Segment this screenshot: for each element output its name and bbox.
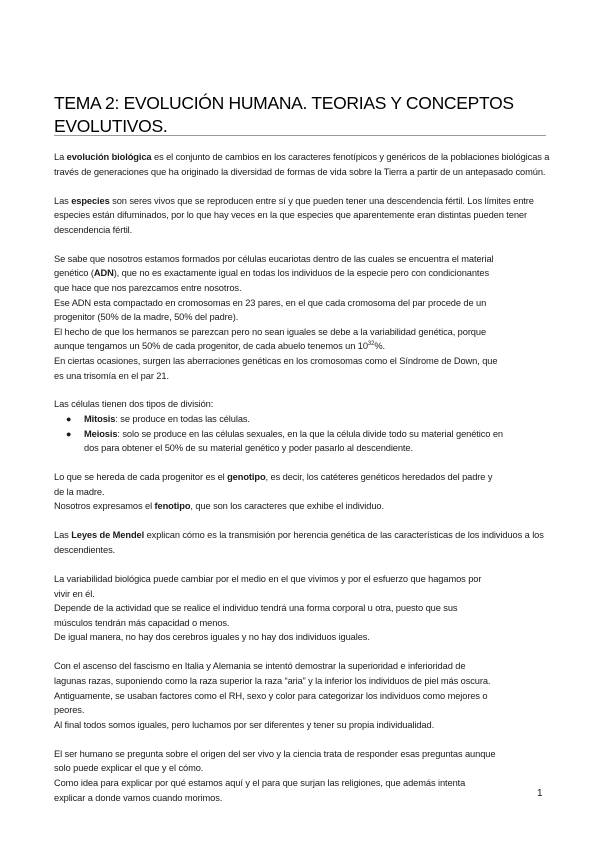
text-line: En ciertas ocasiones, surgen las aberraciones genéticas en los cromosomas como el Síndrome de Down, que <box>54 355 498 366</box>
text-line: solo puede explicar el que y el cómo. <box>54 763 204 774</box>
text-line: Antiguamente, se usaban factores como el RH, sexo y color para categorizar los individuos como mejores o <box>54 690 488 701</box>
text-line: es una trisomía en el par 21. <box>54 370 169 381</box>
list-item-text: dos para obtener el 50% de su material genético y poder pasarlo al descendiente. <box>84 443 413 454</box>
text-line: que hace que nos parezcamos entre nosotros. <box>54 282 242 293</box>
text-line: El ser humano se pregunta sobre el origen del ser vivo y la ciencia trata de responder esas preguntas aunque <box>54 748 496 759</box>
text-line: La variabilidad biológica puede cambiar por el medio en el que vivimos y por el esfuerzo que hagamos por <box>54 574 482 584</box>
text-span: genético ( <box>54 268 94 279</box>
page-number: 1 <box>537 788 543 799</box>
text-line: explicar a donde vamos cuando morimos. <box>54 792 223 803</box>
bullet-icon: ● <box>66 414 72 425</box>
paragraph-variabilidad <box>54 572 550 645</box>
document-body <box>54 150 550 819</box>
exponent: 32 <box>367 341 375 348</box>
bullet-icon: ● <box>66 428 72 439</box>
list-intro: Las células tienen dos tipos de división: <box>54 399 214 410</box>
text-span: , es decir, los catéteres genéticos heredados del padre y <box>265 472 493 483</box>
key-term: Meiosis <box>84 428 118 439</box>
text-line: Ese ADN esta compactado en cromosomas en 23 pares, en el que cada cromosoma del par procede de un <box>54 297 487 308</box>
paragraph-division <box>54 397 550 455</box>
text-line: vivir en él. <box>54 588 95 599</box>
key-term: genotipo <box>227 472 266 483</box>
text-line: de la madre. <box>54 486 105 497</box>
paragraph-text: Las <box>54 195 72 206</box>
text-line: peores. <box>54 705 85 716</box>
paragraph-text: son seres vivos que se reproducen entre sí y que pueden tener una descendencia fértil. Los límites entre especies están difuminados, por lo que hay veces en la que especies que aparentemente eran distintas pueden tener descendencia fértil. <box>54 195 534 235</box>
key-term: especies <box>71 195 110 206</box>
key-term: Mitosis <box>84 414 116 425</box>
list-item-text: : solo se produce en las células sexuales, en la que la célula divide todo su material genético en <box>117 428 503 439</box>
paragraph-mendel <box>54 528 550 557</box>
paragraph-text: explican cómo es la transmisión por herencia genética de las características de los individuos a los descendientes. <box>54 530 544 556</box>
text-line: Como idea para explicar por qué estamos aquí y el para que surjan las religiones, que además intenta <box>54 777 466 788</box>
text-line <box>54 339 550 354</box>
list-item-meiosis <box>54 427 550 456</box>
text-span: Nosotros expresamos el <box>54 501 155 512</box>
paragraph-evolucion <box>54 150 550 179</box>
paragraph-fascismo <box>54 659 550 732</box>
text-line: Depende de la actividad que se realice el individuo tendrá una forma corporal u otra, puesto que sus <box>54 603 458 614</box>
text-line: músculos tendrán más capacidad o menos. <box>54 617 230 628</box>
text-span: Lo que se hereda de cada progenitor es el <box>54 472 228 483</box>
paragraph-text: La <box>54 152 67 162</box>
title-underline <box>54 135 546 136</box>
paragraph-text: es el conjunto de cambios en los caracteres fenotípicos y genéricos de la poblaciones biológicas a través de generaciones que ha originado la diversidad de formas de vida sobre la Tierra a partir de un antepasado común. <box>54 152 550 177</box>
paragraph-adn <box>54 252 550 383</box>
text-line: El hecho de que los hermanos se parezcan pero no sean iguales se debe a la variabilidad genética, porque <box>54 326 487 337</box>
division-list <box>54 412 550 456</box>
text-line <box>54 266 550 281</box>
page-title: TEMA 2: EVOLUCIÓN HUMANA. TEORIAS Y CONCEPTOS EVOLUTIVOS. <box>54 93 514 136</box>
paragraph-origen <box>54 747 550 805</box>
key-term: ADN <box>93 268 114 279</box>
text-line <box>54 470 550 485</box>
paragraph-genotipo <box>54 470 550 514</box>
paragraph-especies <box>54 194 550 238</box>
text-line: De igual manera, no hay dos cerebros iguales y no hay dos individuos iguales. <box>54 632 370 643</box>
key-term: Leyes de Mendel <box>71 530 145 541</box>
text-span: aunque tengamos un 50% de cada progenitor, de cada abuelo tenemos un 10 <box>54 341 368 352</box>
list-item-mitosis <box>54 412 550 427</box>
text-line: Se sabe que nosotros estamos formados por células eucariotas dentro de las cuales se encuentra el material <box>54 253 494 264</box>
text-span: ), que no es exactamente igual en todas los individuos de la especie pero con condicionantes <box>113 268 490 279</box>
text-span: %. <box>374 341 386 352</box>
text-line <box>54 499 550 514</box>
text-line: lagunas razas, suponiendo como la raza superior la raza “aria” y la inferior los individuos de piel más oscura. <box>54 675 491 686</box>
text-line: Al final todos somos iguales, pero luchamos por ser diferentes y tener su propia individualidad. <box>54 719 435 730</box>
list-item-text: : se produce en todas las células. <box>115 414 250 425</box>
key-term: fenotipo <box>154 501 191 512</box>
text-line: progenitor (50% de la madre, 50% del padre). <box>54 312 239 323</box>
paragraph-text: Las <box>54 530 72 541</box>
text-span: , que son los caracteres que exhibe el individuo. <box>190 501 384 512</box>
key-term: evolución biológica <box>66 152 152 162</box>
text-line: Con el ascenso del fascismo en Italia y Alemania se intentó demostrar la superioridad e inferioridad de <box>54 661 466 672</box>
